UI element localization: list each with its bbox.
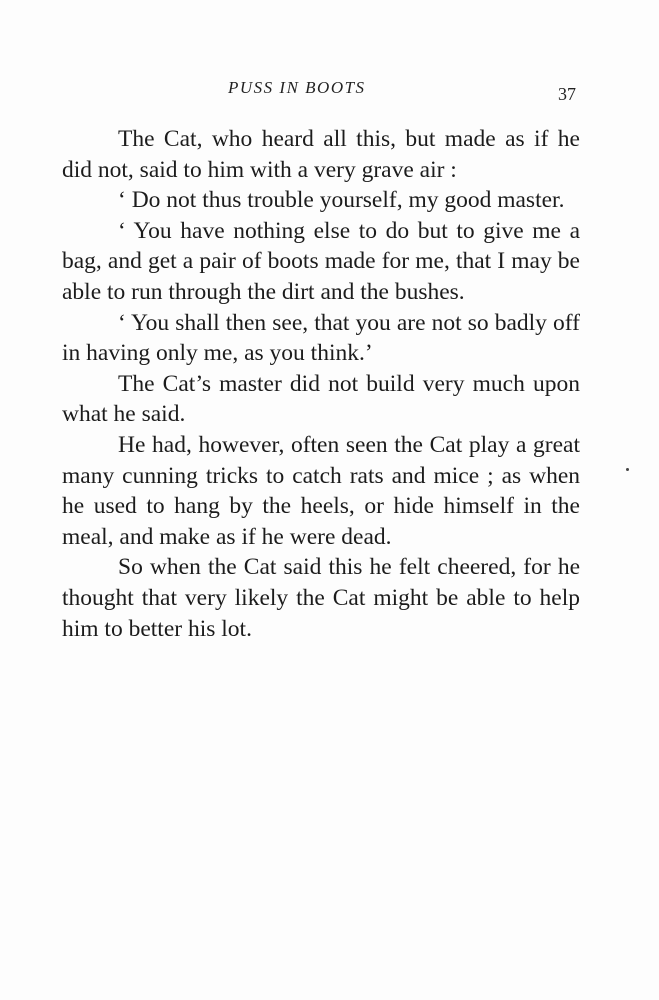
page-number: 37 (558, 84, 576, 104)
paragraph: ‘ Do not thus trouble yourself, my good master. (118, 187, 565, 214)
paragraph: The Cat’s master did not build very much upon what he said. (62, 370, 580, 428)
running-title: PUSS IN BOOTS (228, 78, 366, 97)
paragraph: ‘ You shall then see, that you are not so badly off in having only me, as you think.’ (62, 309, 580, 367)
paragraph: The Cat, who heard all this, but made as if he did not, said to him with a very grave air : (62, 126, 580, 183)
body-text (62, 124, 580, 644)
paragraph: ‘ You have nothing else to do but to give me a bag, and get a pair of boots made for me, that I may be able to run through the dirt and the bushes. (62, 217, 580, 305)
paragraph: He had, however, often seen the Cat play a great many cunning tricks to catch rats and mice ; as when he used to hang by the heels, or hide himself in the meal, and make as if he were dead. (62, 431, 580, 550)
print-speck (626, 468, 629, 471)
running-head (0, 78, 659, 104)
paragraph: So when the Cat said this he felt cheered, for he thought that very likely the Cat might be able to help him to better his lot. (62, 554, 580, 642)
